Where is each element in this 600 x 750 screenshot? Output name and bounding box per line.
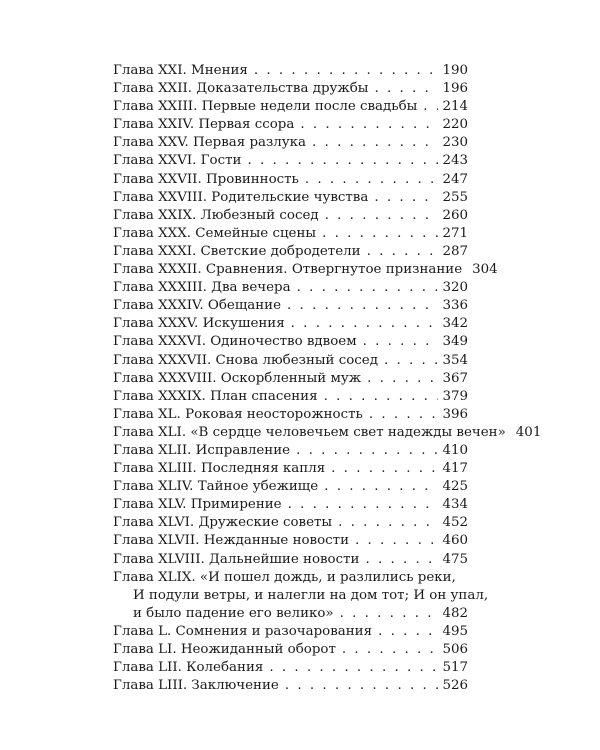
toc-entry-title: Глава XXXI. Светские добродетели [113,243,361,259]
leader-dots [355,532,438,550]
toc-entry-page: 320 [442,280,468,296]
toc-entry-title: Глава XXXII. Сравнения. Отвергнутое признание [113,262,463,278]
leader-dots [363,333,439,351]
toc-entry[interactable] [113,134,468,152]
leader-dots [324,478,438,496]
toc-entry-title-line: Глава XLIX. «И пошел дождь, и разлились реки, [113,569,456,585]
toc-entry[interactable] [113,388,468,406]
toc-entry-title: Глава XLIV. Тайное убежище [113,479,319,495]
toc-entry-title: Глава XLI. «В сердце человечьем свет надежды вечен» [113,424,506,440]
toc-entry-page: 190 [442,63,468,78]
leader-dots [296,442,438,460]
leader-dots [338,514,438,532]
toc-entry-page: 214 [442,99,468,115]
leader-dots [331,460,438,478]
leader-dots [378,623,438,641]
toc-entry-title: Глава LIII. Заключение [113,678,279,694]
toc-entry-title: Глава XL. Роковая неосторожность [113,406,363,422]
toc-entry[interactable] [113,279,468,297]
toc-entry-page: 517 [442,660,468,676]
leader-dots [287,297,438,315]
toc-entry-title: Глава LII. Колебания [113,660,264,676]
toc-entry-page: 304 [472,262,498,278]
toc-entry[interactable] [113,460,468,478]
toc-entry[interactable] [113,116,468,134]
toc-entry-page: 482 [442,605,468,621]
leader-dots [285,677,439,695]
toc-entry-page: 336 [442,298,468,314]
toc-entry-title: Глава XLVII. Нежданные новости [113,533,349,549]
toc-entry-page: 396 [442,406,468,422]
toc-entry-title: Глава XLVIII. Дальнейшие новости [113,551,360,567]
toc-entry-title: Глава XLVI. Дружеские советы [113,515,333,531]
toc-entry[interactable] [113,551,468,569]
toc-entry-title: Глава XXXVIII. Оскорбленный муж [113,370,362,386]
toc-entry-page: 271 [442,225,468,241]
toc-entry[interactable] [113,261,498,279]
toc-entry-title: Глава XXIII. Первые недели после свадьбы [113,99,418,115]
toc-entry-title: Глава XXXVII. Снова любезный сосед [113,352,378,368]
toc-entry[interactable] [113,478,468,496]
toc-entry-title: Глава XXVII. Провинность [113,171,299,187]
toc-entry[interactable] [113,677,468,695]
leader-dots [340,605,439,623]
toc-entry-page: 495 [442,623,468,639]
toc-entry-title: Глава XXI. Мнения [113,63,248,78]
toc-entry[interactable] [113,514,468,532]
toc-entry-page: 220 [442,117,468,133]
toc-entry-page: 196 [442,81,468,97]
toc-entry[interactable] [113,532,468,550]
toc-entry[interactable] [113,406,468,424]
table-of-contents [113,62,542,695]
toc-entry-page: 367 [442,370,468,386]
toc-entry-title: Глава XXXV. Искушения [113,316,285,332]
toc-entry-last-line [113,605,468,623]
toc-entry[interactable] [113,243,468,261]
toc-entry-page: 243 [442,153,468,169]
leader-dots [374,80,438,98]
toc-entry[interactable] [113,189,468,207]
toc-entry-page: 452 [442,515,468,531]
leader-dots [247,152,438,170]
toc-entry-page: 342 [442,316,468,332]
toc-entry-title: Глава XXXVI. Одиночество вдвоем [113,334,357,350]
leader-dots [269,659,438,677]
toc-entry[interactable] [113,641,468,659]
toc-entry[interactable] [113,424,542,442]
leader-dots [374,189,438,207]
toc-entry[interactable] [113,297,468,315]
toc-entry-title: Глава XLV. Примирение [113,497,282,513]
toc-entry-page: 349 [442,334,468,350]
leader-dots [384,352,438,370]
leader-dots [254,62,439,80]
leader-dots [300,116,438,134]
toc-entry-title: Глава XXXIX. План спасения [113,388,318,404]
toc-entry[interactable] [113,623,468,641]
leader-dots [365,551,438,569]
leader-dots [325,207,439,225]
toc-entry-title: Глава XLIII. Последняя капля [113,461,326,477]
toc-entry-page: 410 [442,442,468,458]
toc-entry-page: 506 [442,642,468,657]
toc-entry[interactable] [113,80,468,98]
toc-entry-title: Глава LI. Неожиданный оборот [113,642,336,657]
toc-list [113,623,468,695]
toc-entry-page: 460 [442,533,468,549]
toc-entry-page: 287 [442,243,468,259]
toc-entry-page: 401 [515,424,542,440]
leader-dots [369,406,439,424]
leader-dots [342,641,439,659]
toc-entry-title-line: И подули ветры, и налегли на дом тот; И он упал, [133,587,489,603]
leader-dots [367,370,438,388]
toc-entry[interactable] [113,152,468,170]
leader-dots [288,496,439,514]
toc-entry-title: Глава XXVIII. Родительские чувства [113,189,369,205]
toc-entry-page: 255 [442,189,468,205]
leader-dots [423,98,438,116]
toc-entry-page: 230 [442,135,468,151]
toc-entry-page: 526 [442,678,468,694]
toc-entry-page: 354 [442,352,468,368]
toc-entry-title: Глава XXV. Первая разлука [113,135,307,151]
toc-entry-title: Глава XXX. Семейные сцены [113,225,317,241]
toc-entry[interactable] [113,370,468,388]
toc-entry[interactable] [113,352,468,370]
leader-dots [305,171,439,189]
toc-entry-page: 417 [442,461,468,477]
toc-entry-title: Глава XXXIV. Обещание [113,298,282,314]
leader-dots [322,225,438,243]
toc-entry-title: Глава XLII. Исправление [113,442,291,458]
leader-dots [324,388,439,406]
toc-list [113,62,542,569]
leader-dots [312,134,438,152]
leader-dots [367,243,439,261]
toc-entry-page: 425 [442,479,468,495]
toc-entry[interactable] [113,315,468,333]
toc-entry-page: 260 [442,207,468,223]
toc-entry-multiline[interactable] [113,569,489,623]
toc-entry-title: Глава XXIV. Первая ссора [113,117,295,133]
toc-entry-page: 434 [442,497,468,513]
toc-entry-page: 247 [442,171,468,187]
toc-entry[interactable] [113,225,468,243]
toc-entry-title-line: и было падение его велико» [133,605,334,621]
toc-entry[interactable] [113,207,468,225]
toc-entry-page: 379 [442,388,468,404]
toc-entry[interactable] [113,659,468,677]
leader-dots [297,279,439,297]
toc-entry-title: Глава XXXIII. Два вечера [113,280,291,296]
toc-entry[interactable] [113,496,468,514]
toc-entry-title: Глава XXVI. Гости [113,153,242,169]
toc-entry[interactable] [113,98,468,116]
toc-entry-title: Глава XXII. Доказательства дружбы [113,81,369,97]
toc-entry-title: Глава L. Сомнения и разочарования [113,623,373,639]
toc-entry[interactable] [113,333,468,351]
toc-entry[interactable] [113,62,468,80]
toc-entry[interactable] [113,171,468,189]
leader-dots [291,315,439,333]
toc-entry[interactable] [113,442,468,460]
toc-entry-title: Глава XXIX. Любезный сосед [113,207,319,223]
toc-entry-page: 475 [442,551,468,567]
